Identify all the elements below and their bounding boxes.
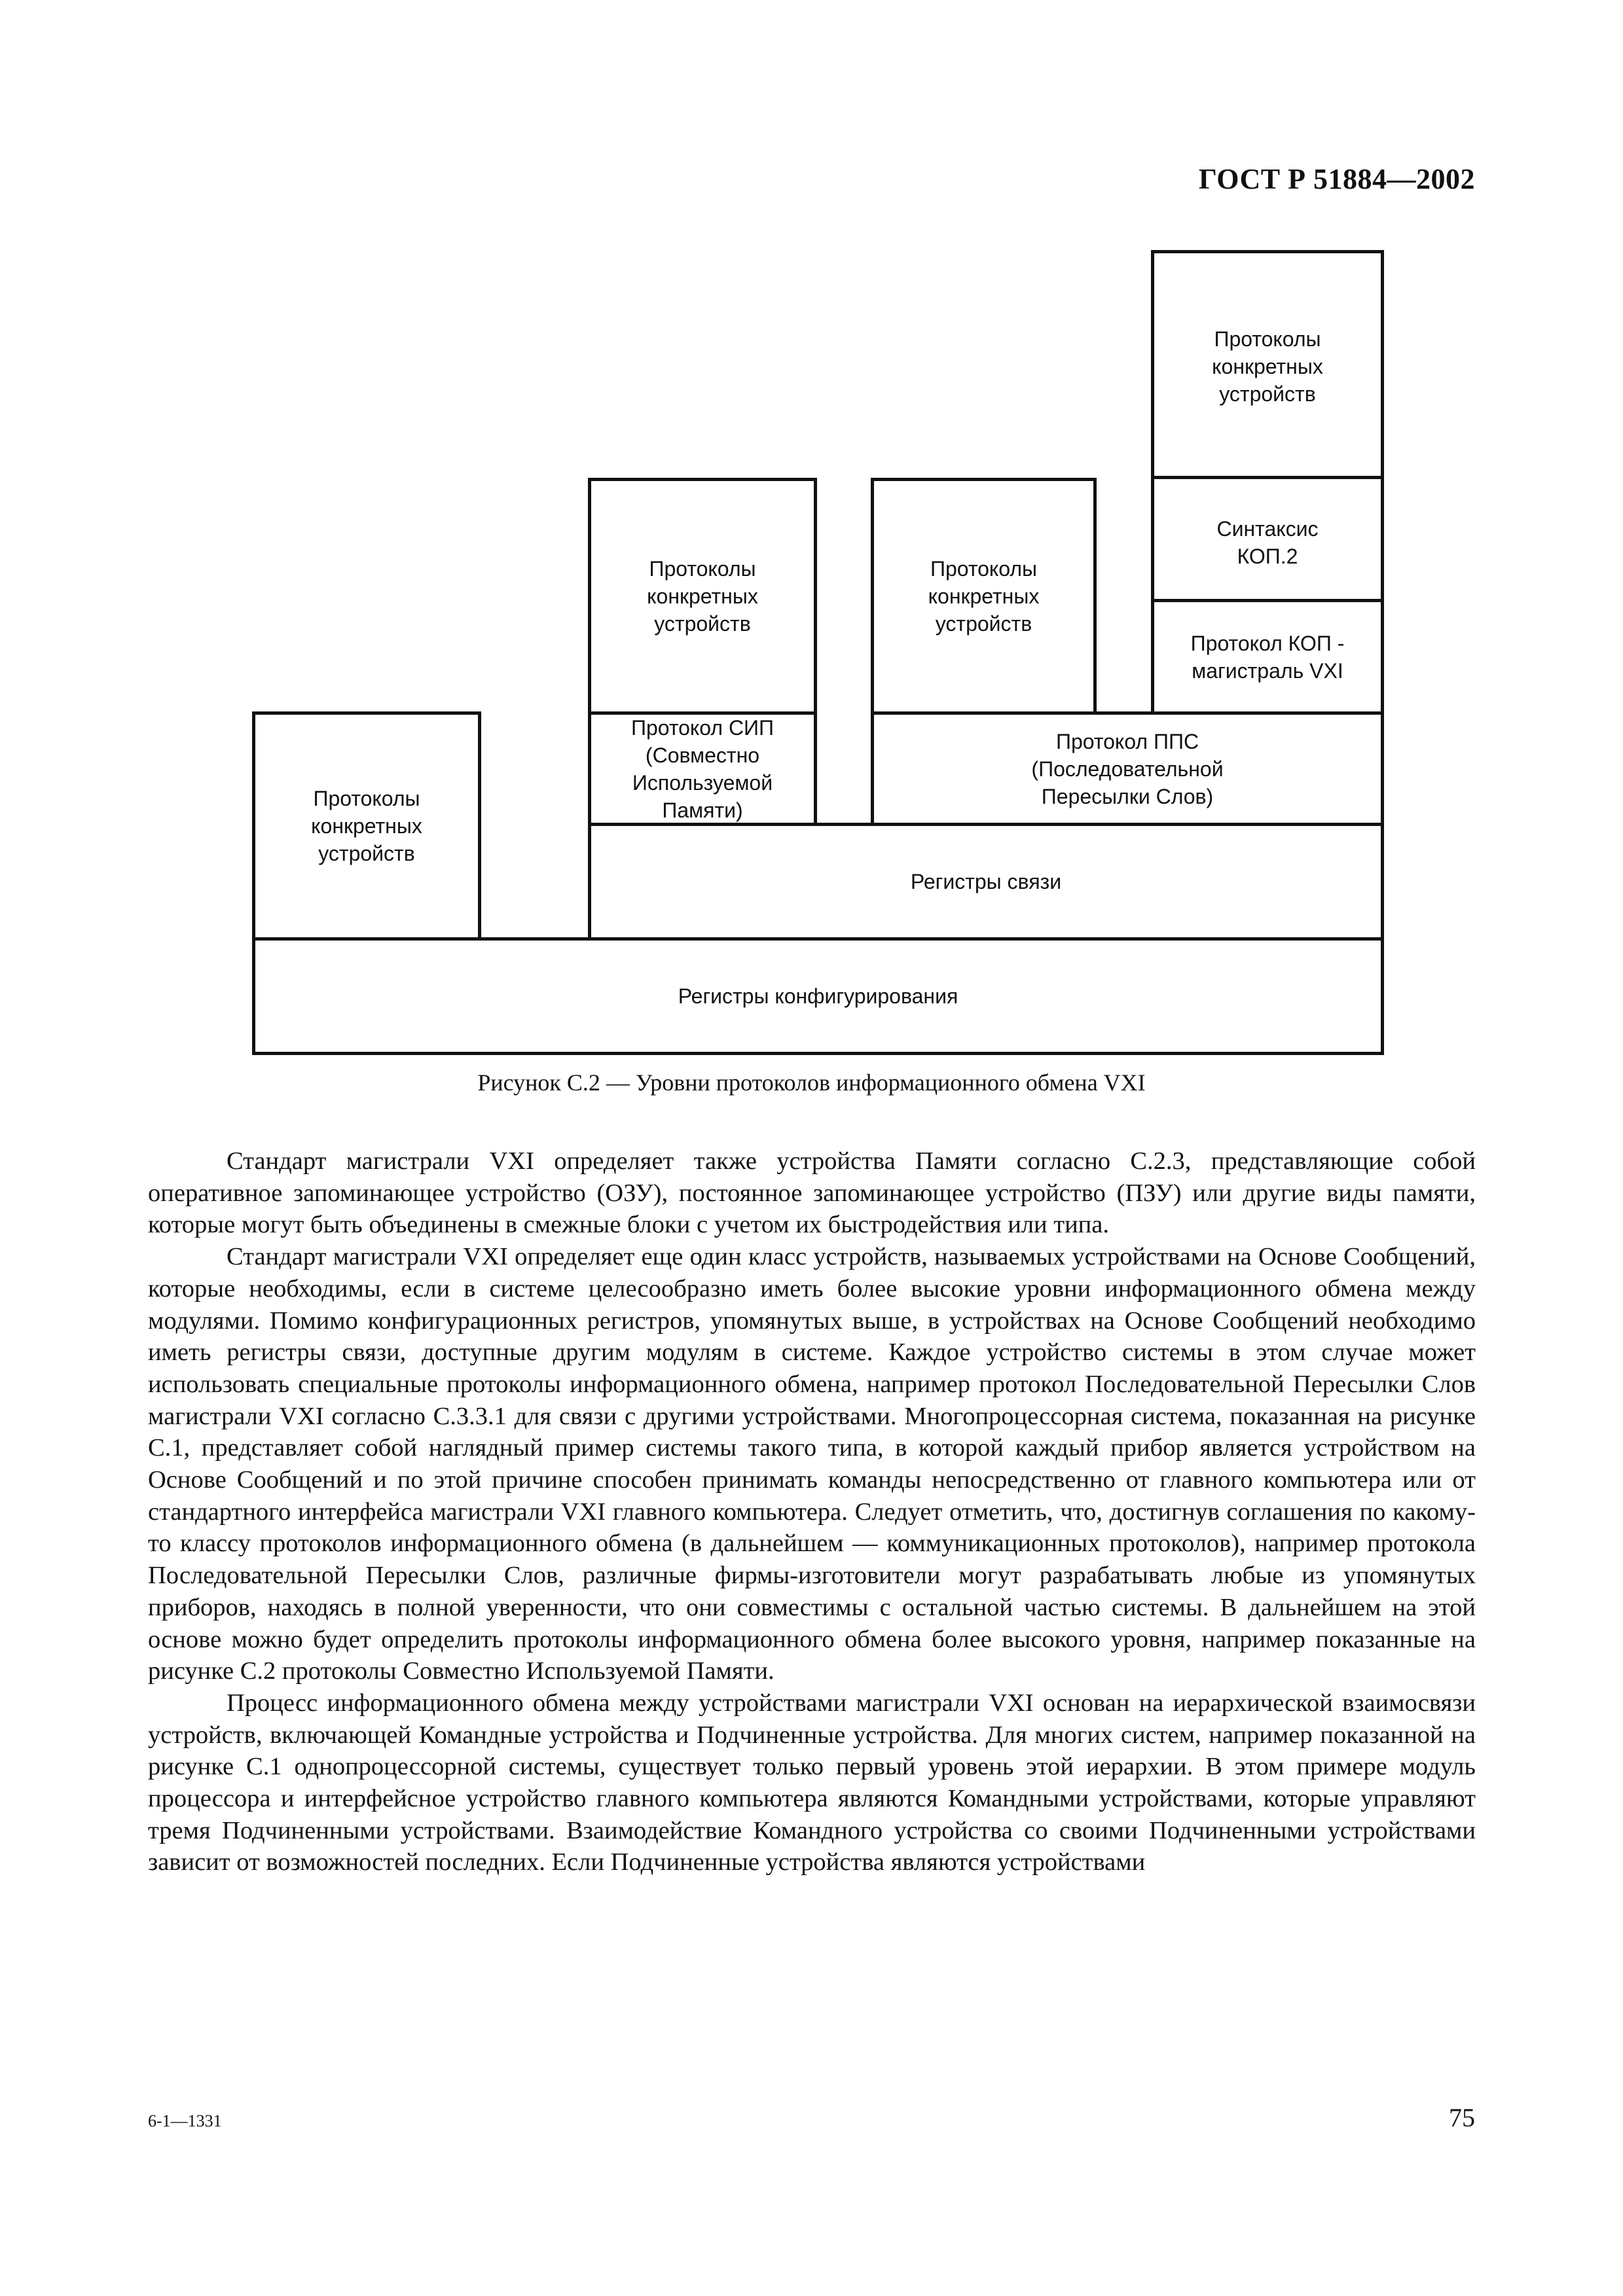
paragraph: Процесс информационного обмена между устройствами магистрали VXI основан на иерархической взаимосвязи устройств, включающей Командные устройства и Подчиненные устройства. Для многих систем, например показанной на рисунке С.1 однопроцессорной системы, существует только первый уровень этой иерархии. В этом примере модуль процессора и интерфейсное устройство главного компьютера являются Командными устройствами, которые управляют тремя Подчиненными устройствами. Взаимодействие Командного устройства со своими Подчиненными устройствами зависит от возможностей последних. Если Подчиненные устройства являются устройствами (148, 1689, 1476, 1876)
left-device-protocols-box: Протоколы конкретных устройств (252, 711, 481, 941)
sip-protocol-box: Протокол СИП (Совместно Используемой Памяти) (588, 711, 817, 826)
page-number: 75 (1449, 2103, 1475, 2132)
comm-registers-box: Регистры связи (588, 823, 1384, 941)
pps-protocol-box: Протокол ППС (Последовательной Пересылки Слов) (871, 711, 1384, 826)
paragraph: Стандарт магистрали VXI определяет еще один класс устройств, называемых устройствами на Основе Сообщений, которые необходимы, если в системе целесообразно иметь более высокие уровни информационного обмена между модулями. Помимо конфигурационных регистров, упомянутых выше, в устройствах на Основе Сообщений необходимо иметь регистры связи, доступные другим модулям в системе. Каждое устройство системы в этом случае может использовать специальные протоколы информационного обмена, например протокол Последовательной Пересылки Слов магистрали VXI согласно С.3.3.1 для связи с другими устройствами. Многопроцессорная система, показанная на рисунке С.1, представляет собой наглядный пример системы такого типа, в которой каждый прибор является устройством на Основе Сообщений и по этой причине способен принимать команды непосредственно от главного компьютера или от стандартного интерфейса магистрали VXI главного компьютера. Следует отметить, что, достигнув соглашения по какому-то классу протоколов информационного обмена (в дальнейшем — коммуникационных протоколов), например протокола Последовательной Пересылки Слов, различные фирмы-изготовители могут разрабатывать любые из упомянутых приборов, находясь в полной уверенности, что они совместимы с остальной частью системы. В дальнейшем на этой основе можно будет определить протоколы информационного обмена более высокого уровня, например показанные на рисунке С.2 протоколы Совместно Используемой Памяти. (148, 1243, 1476, 1685)
footer-print-code: 6-1—1331 (148, 2111, 222, 2130)
standard-code: ГОСТ Р 51884—2002 (1198, 163, 1475, 195)
config-registers-box: Регистры конфигурирования (252, 937, 1384, 1055)
top-device-protocols-box: Протоколы конкретных устройств (1151, 250, 1384, 479)
pps-device-protocols-box: Протоколы конкретных устройств (871, 478, 1097, 715)
figure-caption: Рисунок С.2 — Уровни протоколов информационного обмена VXI (477, 1069, 1146, 1096)
kop-vxi-protocol-box: Протокол КОП - магистраль VXI (1151, 599, 1384, 715)
paragraph: Стандарт магистрали VXI определяет также устройства Памяти согласно С.2.3, представляющие собой оперативное запоминающее устройство (ОЗУ), постоянное запоминающее устройство (ПЗУ) или другие виды памяти, которые могут быть объединены в смежные блоки с учетом их быстродействия или типа. (148, 1147, 1476, 1239)
body-text (148, 1145, 1476, 1878)
sip-device-protocols-box: Протоколы конкретных устройств (588, 478, 817, 715)
kop2-syntax-box: Синтаксис КОП.2 (1151, 476, 1384, 602)
